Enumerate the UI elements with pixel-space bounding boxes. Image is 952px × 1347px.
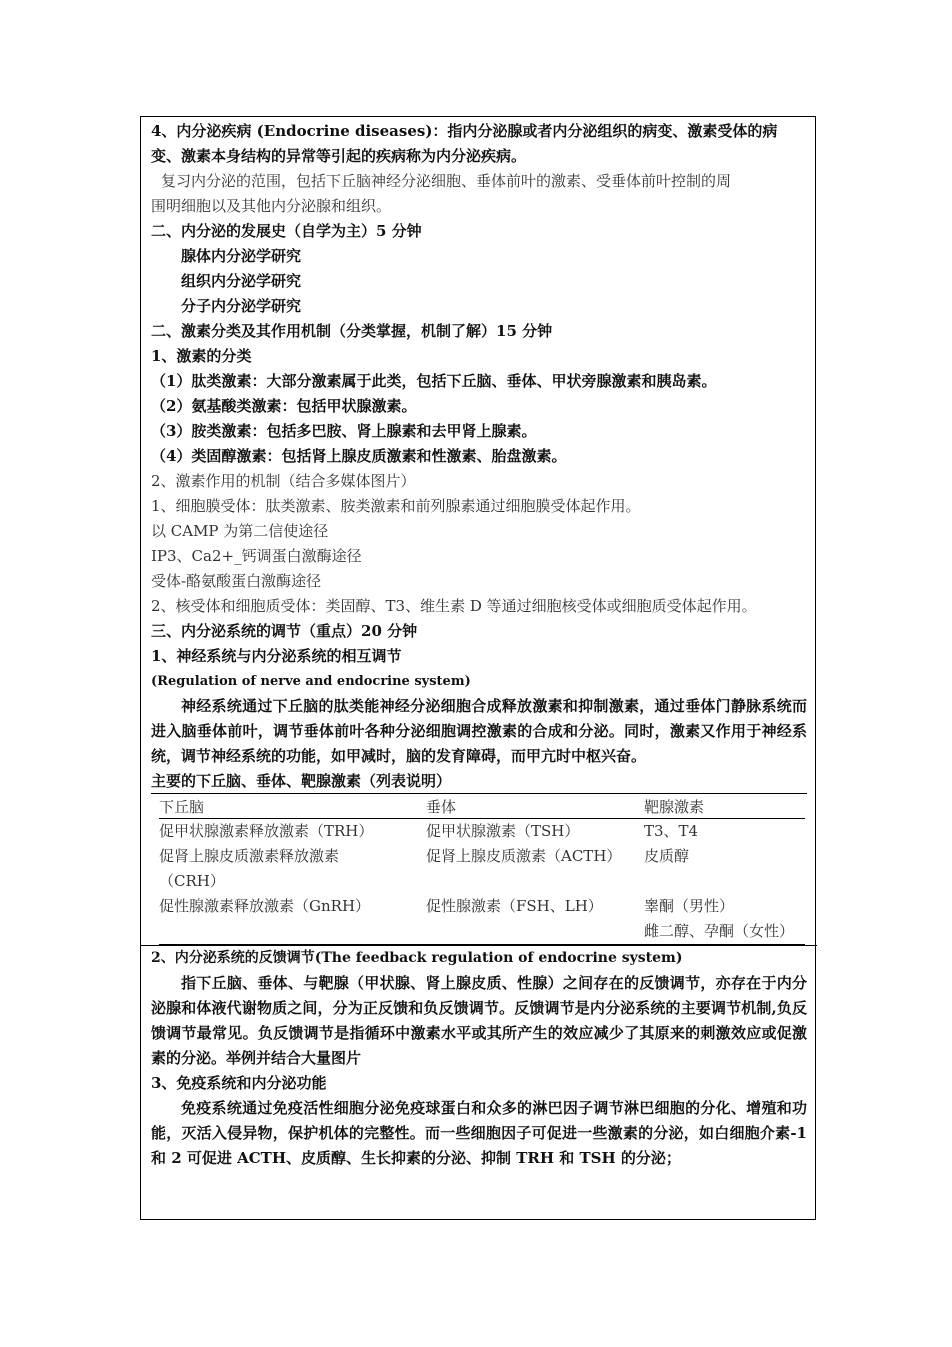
paragraph-feedback bbox=[151, 971, 807, 1071]
document-content bbox=[151, 119, 807, 1171]
text-line: 变、激素本身结构的异常等引起的疾病称为内分泌疾病。 bbox=[151, 147, 527, 165]
header-pituitary: 垂体 bbox=[426, 794, 644, 819]
text-line: 1、细胞膜受体：肽类激素、胺类激素和前列腺素通过细胞膜受体起作用。 bbox=[151, 497, 641, 515]
text-line: （2）氨基酸类激素：包括甲状腺激素。 bbox=[151, 397, 417, 415]
paragraph-neural-text: 神经系统通过下丘脑的肽类能神经分泌细胞合成释放激素和抑制激素，通过垂体门静脉系统而进入脑垂体前叶，调节垂体前叶各种分泌细胞调控激素的合成和分泌。同时，激素又作用于神经系统，调节神经系统的功能，如甲减时，脑的发育障碍，而甲亢时中枢兴奋。 bbox=[151, 697, 807, 765]
text-line: 以 CAMP 为第二信使途径 bbox=[151, 522, 329, 540]
cell-pituitary: 促性腺激素（FSH、LH） bbox=[426, 894, 644, 945]
table-row bbox=[159, 894, 805, 945]
document-frame bbox=[140, 116, 816, 1220]
cell-target-female: 雌二醇、孕酮（女性） bbox=[644, 922, 795, 940]
cell-target bbox=[644, 894, 805, 945]
hormone-table bbox=[159, 794, 805, 945]
cell-target-male: 睾酮（男性） bbox=[644, 897, 735, 915]
text-line: 2、核受体和细胞质受体：类固醇、T3、维生素 D 等通过细胞核受体或细胞质受体起作用。 bbox=[151, 597, 757, 615]
text-line: 复习内分泌的范围，包括下丘脑神经分泌细胞、垂体前叶的激素、受垂体前叶控制的周 bbox=[161, 172, 732, 190]
cell-hypothalamus: 促肾上腺皮质激素释放激素（CRH） bbox=[159, 847, 340, 890]
paragraph-neural-regulation bbox=[151, 694, 807, 769]
text-line: (Regulation of nerve and endocrine system) bbox=[151, 674, 471, 689]
text-line: 4、内分泌疾病 (Endocrine diseases)：指内分泌腺或者内分泌组织的病变、激素受体的病 bbox=[151, 122, 778, 140]
text-line: IP3、Ca2+_钙调蛋白激酶途径 bbox=[151, 547, 362, 565]
text-line: 腺体内分泌学研究 bbox=[181, 247, 302, 265]
immune-heading: 3、免疫系统和内分泌功能 bbox=[151, 1074, 327, 1092]
text-line: 围明细胞以及其他内分泌腺和组织。 bbox=[151, 197, 392, 215]
text-line: 1、激素的分类 bbox=[151, 347, 252, 365]
cell-target: 皮质醇 bbox=[644, 847, 690, 865]
header-hypothalamus: 下丘脑 bbox=[159, 794, 426, 819]
text-line: 分子内分泌学研究 bbox=[181, 297, 302, 315]
text-line: （4）类固醇激素：包括肾上腺皮质激素和性激素、胎盘激素。 bbox=[151, 447, 567, 465]
cell-pituitary: 促甲状腺激素（TSH） bbox=[426, 822, 580, 840]
paragraph-feedback-text: 指下丘脑、垂体、与靶腺（甲状腺、肾上腺皮质、性腺）之间存在的反馈调节，亦存在于内分泌腺和体液代谢物质之间，分为正反馈和负反馈调节。反馈调节是内分泌系统的主要调节机制,负反馈调节最常见。负反馈调节是指循环中激素水平或其所产生的效应减少了其原来的刺激效应或促激素的分泌。举例并结合大量图片 bbox=[151, 974, 807, 1067]
text-line: 二、激素分类及其作用机制（分类掌握，机制了解）15 分钟 bbox=[151, 322, 553, 340]
cell-pituitary: 促肾上腺皮质激素（ACTH） bbox=[426, 847, 622, 865]
header-target-gland: 靶腺激素 bbox=[644, 794, 805, 819]
table-title: 主要的下丘脑、垂体、靶腺激素（列表说明） bbox=[151, 769, 807, 794]
text-line: 三、内分泌系统的调节（重点）20 分钟 bbox=[151, 622, 418, 640]
text-line: 组织内分泌学研究 bbox=[181, 272, 302, 290]
table-header-row bbox=[159, 794, 805, 819]
feedback-heading: 2、内分泌系统的反馈调节(The feedback regulation of endocrine system) bbox=[151, 950, 683, 966]
cell-target: T3、T4 bbox=[644, 822, 699, 840]
paragraph-immune bbox=[151, 1096, 807, 1171]
text-lines bbox=[151, 119, 807, 694]
cell-hypothalamus: 促性腺激素释放激素（GnRH） bbox=[159, 894, 426, 945]
cell-hypothalamus: 促甲状腺激素释放激素（TRH） bbox=[159, 822, 374, 840]
table-row bbox=[159, 844, 805, 894]
text-line: 二、内分泌的发展史（自学为主）5 分钟 bbox=[151, 222, 422, 240]
text-line: （3）胺类激素：包括多巴胺、肾上腺素和去甲肾上腺素。 bbox=[151, 422, 537, 440]
text-line: 受体-酪氨酸蛋白激酶途径 bbox=[151, 572, 322, 590]
text-line: 2、激素作用的机制（结合多媒体图片） bbox=[151, 472, 416, 490]
text-line: 1、神经系统与内分泌系统的相互调节 bbox=[151, 647, 402, 665]
table-row bbox=[159, 819, 805, 845]
text-line: （1）肽类激素：大部分激素属于此类，包括下丘脑、垂体、甲状旁腺激素和胰岛素。 bbox=[151, 372, 717, 390]
paragraph-immune-text: 免疫系统通过免疫活性细胞分泌免疫球蛋白和众多的淋巴因子调节淋巴细胞的分化、增殖和功能，灭活入侵异物，保护机体的完整性。而一些细胞因子可促进一些激素的分泌，如白细胞介素-1 和 2 可促进 ACTH、皮质醇、生长抑素的分泌、抑制 TRH 和 TSH 的分泌； bbox=[151, 1099, 807, 1167]
